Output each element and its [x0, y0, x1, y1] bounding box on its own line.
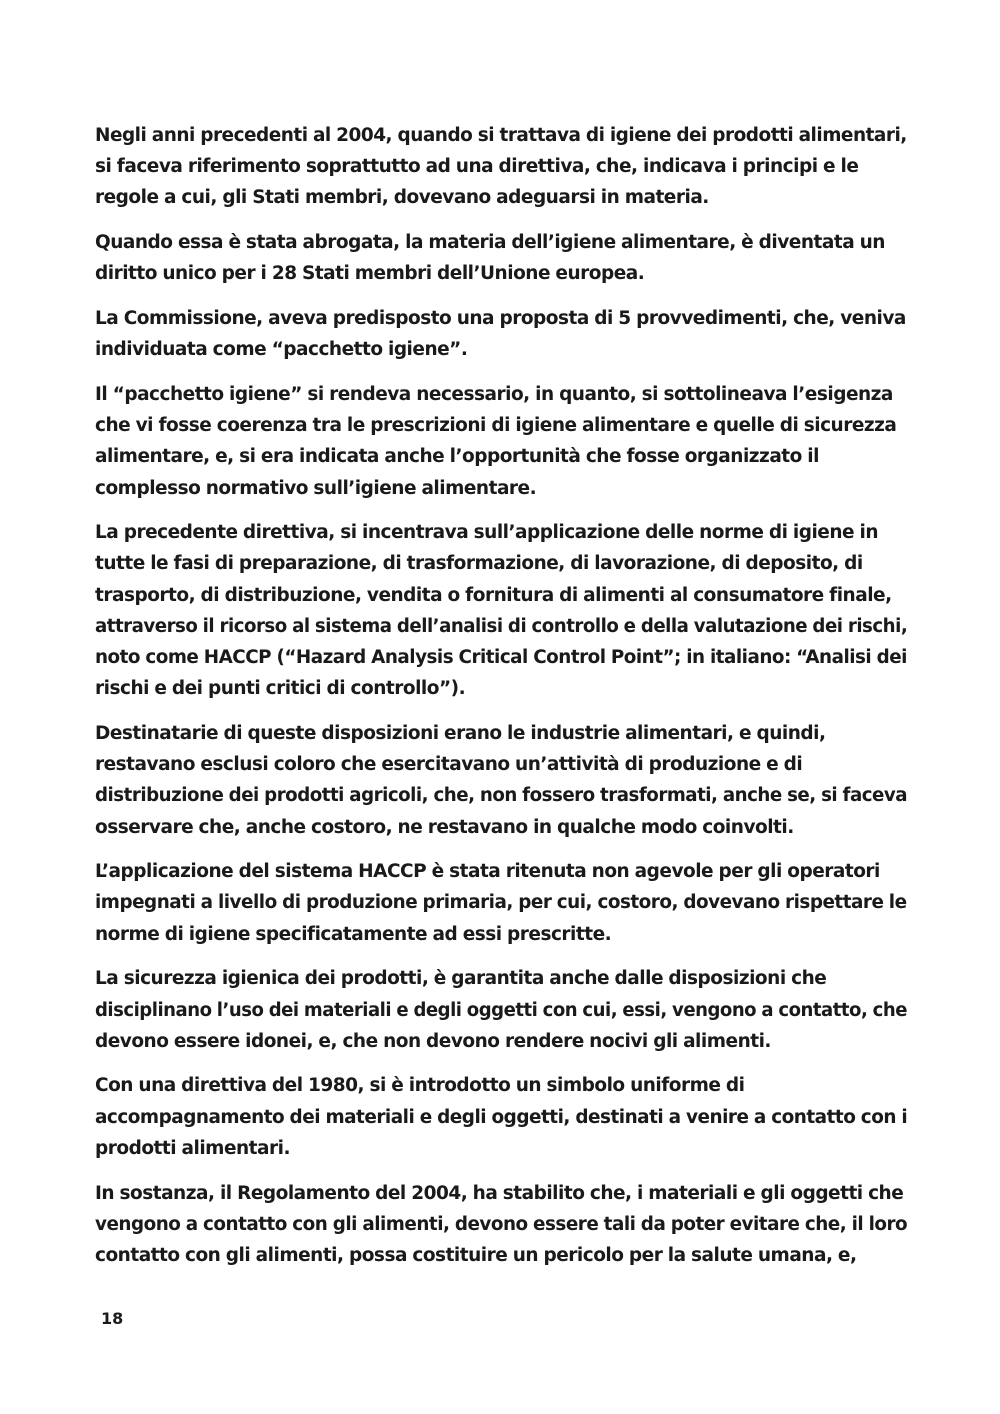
text-line: regole a cui, gli Stati membri, dovevano adeguarsi in materia. [95, 187, 709, 209]
text-line: Con una direttiva del 1980, si è introdotto un simbolo uniforme di [95, 1075, 745, 1097]
text-line: complesso normativo sull’igiene alimentare. [95, 477, 537, 499]
text-line: L’applicazione del sistema HACCP è stata ritenuta non agevole per gli operatori [95, 861, 880, 883]
paragraph [95, 379, 907, 504]
text-line: si faceva riferimento soprattutto ad una direttiva, che, indicava i principi e le [95, 156, 859, 178]
paragraph [95, 120, 907, 214]
text-line: impegnati a livello di produzione primaria, per cui, costoro, dovevano rispettare le [95, 892, 907, 914]
page-number: 18 [101, 1309, 124, 1328]
text-line: tutte le fasi di preparazione, di trasformazione, di lavorazione, di deposito, di [95, 553, 863, 575]
text-line: prodotti alimentari. [95, 1137, 290, 1159]
text-line: In sostanza, il Regolamento del 2004, ha stabilito che, i materiali e gli oggetti che [95, 1182, 904, 1204]
text-line: Destinatarie di queste disposizioni erano le industrie alimentari, e quindi, [95, 722, 826, 744]
text-line: trasporto, di distribuzione, vendita o fornitura di alimenti al consumatore finale, [95, 584, 892, 606]
text-line: devono essere idonei, e, che non devono rendere nocivi gli alimenti. [95, 1030, 771, 1052]
text-line: Quando essa è stata abrogata, la materia dell’igiene alimentare, è diventata un [95, 232, 885, 254]
paragraph [95, 1070, 907, 1164]
text-line: alimentare, e, si era indicata anche l’opportunità che fosse organizzato il [95, 446, 819, 468]
paragraph [95, 963, 907, 1057]
paragraph [95, 227, 907, 289]
text-line: Il “pacchetto igiene” si rendeva necessario, in quanto, si sottolineava l’esigenza [95, 383, 893, 405]
text-line: disciplinano l’uso dei materiali e degli oggetti con cui, essi, vengono a contatto, che [95, 999, 907, 1021]
text-line: osservare che, anche costoro, ne restavano in qualche modo coinvolti. [95, 816, 794, 838]
body-text [95, 120, 907, 1285]
text-line: Negli anni precedenti al 2004, quando si trattava di igiene dei prodotti alimentari, [95, 125, 907, 146]
text-line: vengono a contatto con gli alimenti, devono essere tali da poter evitare che, il loro [95, 1213, 908, 1235]
paragraph [95, 718, 907, 843]
text-line: contatto con gli alimenti, possa costituire un pericolo per la salute umana, e, [95, 1245, 857, 1266]
text-line: diritto unico per i 28 Stati membri dell’Unione europea. [95, 263, 645, 285]
text-line: restavano esclusi coloro che esercitavano un’attività di produzione e di [95, 754, 803, 776]
text-line: attraverso il ricorso al sistema dell’analisi di controllo e della valutazione dei rischi, [95, 615, 908, 637]
text-line: individuata come “pacchetto igiene”. [95, 339, 468, 361]
text-line: La precedente direttiva, si incentrava sull’applicazione delle norme di igiene in [95, 522, 879, 544]
text-line: rischi e dei punti critici di controllo”). [95, 678, 466, 700]
paragraph [95, 303, 907, 365]
text-line: noto come HACCP (“Hazard Analysis Critical Control Point”; in italiano: “Analisi dei [95, 647, 907, 669]
paragraph [95, 1178, 907, 1272]
text-line: La sicurezza igienica dei prodotti, è garantita anche dalle disposizioni che [95, 968, 827, 990]
text-line: accompagnamento dei materiali e degli oggetti, destinati a venire a contatto con i [95, 1106, 908, 1128]
text-line: distribuzione dei prodotti agricoli, che, non fossero trasformati, anche se, si faceva [95, 785, 908, 807]
paragraph [95, 856, 907, 950]
text-line: norme di igiene specificatamente ad essi prescritte. [95, 923, 612, 945]
text-line: La Commissione, aveva predisposto una proposta di 5 provvedimenti, che, veniva [95, 308, 906, 330]
paragraph [95, 517, 907, 704]
text-line: che vi fosse coerenza tra le prescrizioni di igiene alimentare e quelle di sicurezza [95, 415, 897, 437]
